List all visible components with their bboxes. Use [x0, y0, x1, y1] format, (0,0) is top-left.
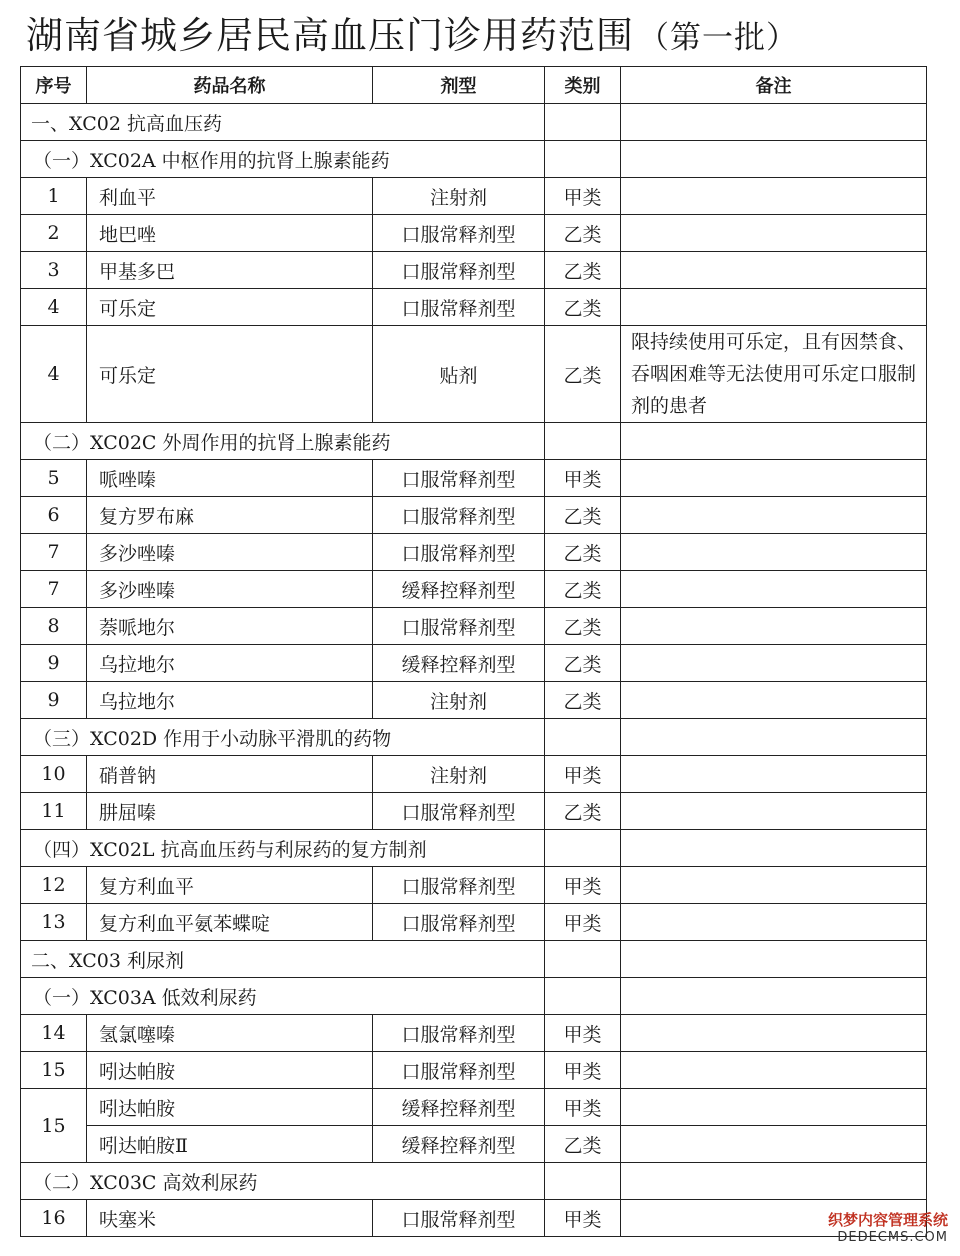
dosage-form: 缓释控释剂型 — [373, 1126, 545, 1163]
table-header-row — [21, 67, 927, 104]
note-cell — [621, 941, 927, 978]
drug-name: 乌拉地尔 — [87, 645, 373, 682]
drug-name: 吲达帕胺 — [87, 1052, 373, 1089]
drug-name: 哌唑嗪 — [87, 460, 373, 497]
table-row — [21, 756, 927, 793]
note-cell — [621, 252, 927, 289]
drug-name: 吲达帕胺 — [87, 1089, 373, 1126]
watermark-logo — [828, 1212, 948, 1246]
row-number: 10 — [21, 756, 87, 793]
dosage-form: 口服常释剂型 — [373, 1200, 545, 1237]
row-number: 9 — [21, 682, 87, 719]
drug-name: 甲基多巴 — [87, 252, 373, 289]
header-class: 类别 — [545, 67, 621, 104]
row-number: 4 — [21, 326, 87, 423]
drug-class: 甲类 — [545, 1089, 621, 1126]
note-cell — [621, 497, 927, 534]
drug-class: 乙类 — [545, 497, 621, 534]
dosage-form: 口服常释剂型 — [373, 460, 545, 497]
note-cell — [621, 289, 927, 326]
table-row — [21, 326, 927, 423]
table-row — [21, 497, 927, 534]
note-cell — [621, 141, 927, 178]
dosage-form: 口服常释剂型 — [373, 289, 545, 326]
row-number: 5 — [21, 460, 87, 497]
table-row — [21, 1052, 927, 1089]
table-row — [21, 793, 927, 830]
row-number: 8 — [21, 608, 87, 645]
note-cell — [621, 215, 927, 252]
page-title — [26, 12, 936, 62]
title-main: 湖南省城乡居民高血压门诊用药范围 — [26, 14, 634, 57]
row-number: 3 — [21, 252, 87, 289]
note-cell — [621, 534, 927, 571]
note-cell — [621, 608, 927, 645]
dosage-form: 缓释控释剂型 — [373, 1089, 545, 1126]
watermark-line1: 织梦内容管理系统 — [827, 1211, 948, 1229]
table-row — [21, 1126, 927, 1163]
drug-name: 肼屈嗪 — [87, 793, 373, 830]
drug-class: 甲类 — [545, 178, 621, 215]
subsection-row — [21, 830, 927, 867]
row-number: 6 — [21, 497, 87, 534]
note-cell — [621, 1052, 927, 1089]
row-number: 16 — [21, 1200, 87, 1237]
note-cell — [621, 867, 927, 904]
note-cell — [621, 571, 927, 608]
table-row — [21, 1089, 927, 1126]
dosage-form: 注射剂 — [373, 682, 545, 719]
subsection-row — [21, 719, 927, 756]
row-number: 12 — [21, 867, 87, 904]
title-subtitle: （第一批） — [638, 20, 798, 56]
class-cell — [545, 830, 621, 867]
table-row — [21, 534, 927, 571]
drug-name: 氢氯噻嗪 — [87, 1015, 373, 1052]
table-row — [21, 682, 927, 719]
subsection-row — [21, 978, 927, 1015]
drug-name: 萘哌地尔 — [87, 608, 373, 645]
subsection-title: （一）XC03A 低效利尿药 — [21, 978, 545, 1015]
row-number: 9 — [21, 645, 87, 682]
dosage-form: 缓释控释剂型 — [373, 645, 545, 682]
row-number: 1 — [21, 178, 87, 215]
note-cell — [621, 1015, 927, 1052]
drug-name: 可乐定 — [87, 289, 373, 326]
class-cell — [545, 141, 621, 178]
row-number: 4 — [21, 289, 87, 326]
section-title: 一、XC02 抗高血压药 — [21, 104, 545, 141]
class-cell — [545, 423, 621, 460]
subsection-row — [21, 423, 927, 460]
table-row — [21, 608, 927, 645]
table-row — [21, 289, 927, 326]
class-cell — [545, 1163, 621, 1200]
drug-name: 硝普钠 — [87, 756, 373, 793]
drug-class: 乙类 — [545, 682, 621, 719]
row-number: 7 — [21, 571, 87, 608]
note-cell — [621, 756, 927, 793]
note-cell — [621, 904, 927, 941]
section-row — [21, 104, 927, 141]
row-number: 15 — [21, 1089, 87, 1163]
dosage-form: 口服常释剂型 — [373, 252, 545, 289]
drug-class: 乙类 — [545, 793, 621, 830]
row-number: 15 — [21, 1052, 87, 1089]
table-row — [21, 571, 927, 608]
header-note: 备注 — [621, 67, 927, 104]
subsection-row — [21, 1163, 927, 1200]
note-cell — [621, 1089, 927, 1126]
drug-name: 复方利血平 — [87, 867, 373, 904]
class-cell — [545, 978, 621, 1015]
dosage-form: 注射剂 — [373, 178, 545, 215]
drug-class: 甲类 — [545, 756, 621, 793]
note-cell — [621, 423, 927, 460]
dosage-form: 口服常释剂型 — [373, 793, 545, 830]
drug-name: 呋塞米 — [87, 1200, 373, 1237]
table-row — [21, 1200, 927, 1237]
subsection-title: （三）XC02D 作用于小动脉平滑肌的药物 — [21, 719, 545, 756]
header-form: 剂型 — [373, 67, 545, 104]
row-number: 14 — [21, 1015, 87, 1052]
note-cell — [621, 793, 927, 830]
note-cell — [621, 719, 927, 756]
dosage-form: 口服常释剂型 — [373, 867, 545, 904]
dosage-form: 口服常释剂型 — [373, 608, 545, 645]
table-row — [21, 460, 927, 497]
subsection-title: （四）XC02L 抗高血压药与利尿药的复方制剂 — [21, 830, 545, 867]
dosage-form: 注射剂 — [373, 756, 545, 793]
drug-class: 甲类 — [545, 867, 621, 904]
table-body — [21, 104, 927, 1237]
dosage-form: 贴剂 — [373, 326, 545, 423]
drug-class: 甲类 — [545, 904, 621, 941]
drug-name: 多沙唑嗪 — [87, 534, 373, 571]
dosage-form: 缓释控释剂型 — [373, 571, 545, 608]
table-row — [21, 215, 927, 252]
dosage-form: 口服常释剂型 — [373, 1015, 545, 1052]
header-name: 药品名称 — [87, 67, 373, 104]
drug-name: 地巴唑 — [87, 215, 373, 252]
note-cell — [621, 460, 927, 497]
note-cell — [621, 830, 927, 867]
row-number: 2 — [21, 215, 87, 252]
dosage-form: 口服常释剂型 — [373, 534, 545, 571]
row-number: 11 — [21, 793, 87, 830]
drug-class: 乙类 — [545, 645, 621, 682]
drug-class: 甲类 — [545, 1015, 621, 1052]
subsection-title: （一）XC02A 中枢作用的抗肾上腺素能药 — [21, 141, 545, 178]
table-row — [21, 178, 927, 215]
drug-name: 乌拉地尔 — [87, 682, 373, 719]
drug-name: 吲达帕胺Ⅱ — [87, 1126, 373, 1163]
medication-table — [20, 66, 927, 1237]
drug-class: 甲类 — [545, 460, 621, 497]
header-no: 序号 — [21, 67, 87, 104]
watermark-line2: DEDECMS.COM — [837, 1230, 948, 1245]
class-cell — [545, 719, 621, 756]
note-cell — [621, 1163, 927, 1200]
note-cell — [621, 178, 927, 215]
note-cell — [621, 682, 927, 719]
table-row — [21, 904, 927, 941]
section-title: 二、XC03 利尿剂 — [21, 941, 545, 978]
subsection-title: （二）XC03C 高效利尿药 — [21, 1163, 545, 1200]
drug-class: 乙类 — [545, 289, 621, 326]
drug-class: 乙类 — [545, 534, 621, 571]
subsection-title: （二）XC02C 外周作用的抗肾上腺素能药 — [21, 423, 545, 460]
class-cell — [545, 104, 621, 141]
note-cell — [621, 1126, 927, 1163]
drug-class: 乙类 — [545, 252, 621, 289]
table-row — [21, 1015, 927, 1052]
class-cell — [545, 941, 621, 978]
drug-class: 乙类 — [545, 1126, 621, 1163]
subsection-row — [21, 141, 927, 178]
note-cell — [621, 645, 927, 682]
table-row — [21, 252, 927, 289]
dosage-form: 口服常释剂型 — [373, 904, 545, 941]
note-cell — [621, 104, 927, 141]
dosage-form: 口服常释剂型 — [373, 497, 545, 534]
drug-class: 乙类 — [545, 326, 621, 423]
note-cell: 限持续使用可乐定，且有因禁食、吞咽困难等无法使用可乐定口服制剂的患者 — [621, 326, 927, 423]
table-row — [21, 867, 927, 904]
drug-name: 可乐定 — [87, 326, 373, 423]
drug-class: 乙类 — [545, 571, 621, 608]
dosage-form: 口服常释剂型 — [373, 215, 545, 252]
drug-name: 复方利血平氨苯蝶啶 — [87, 904, 373, 941]
row-number: 7 — [21, 534, 87, 571]
drug-class: 乙类 — [545, 608, 621, 645]
row-number: 13 — [21, 904, 87, 941]
drug-name: 多沙唑嗪 — [87, 571, 373, 608]
drug-name: 复方罗布麻 — [87, 497, 373, 534]
drug-class: 乙类 — [545, 215, 621, 252]
dosage-form: 口服常释剂型 — [373, 1052, 545, 1089]
section-row — [21, 941, 927, 978]
drug-class: 甲类 — [545, 1200, 621, 1237]
table-row — [21, 645, 927, 682]
drug-name: 利血平 — [87, 178, 373, 215]
drug-class: 甲类 — [545, 1052, 621, 1089]
note-cell — [621, 978, 927, 1015]
